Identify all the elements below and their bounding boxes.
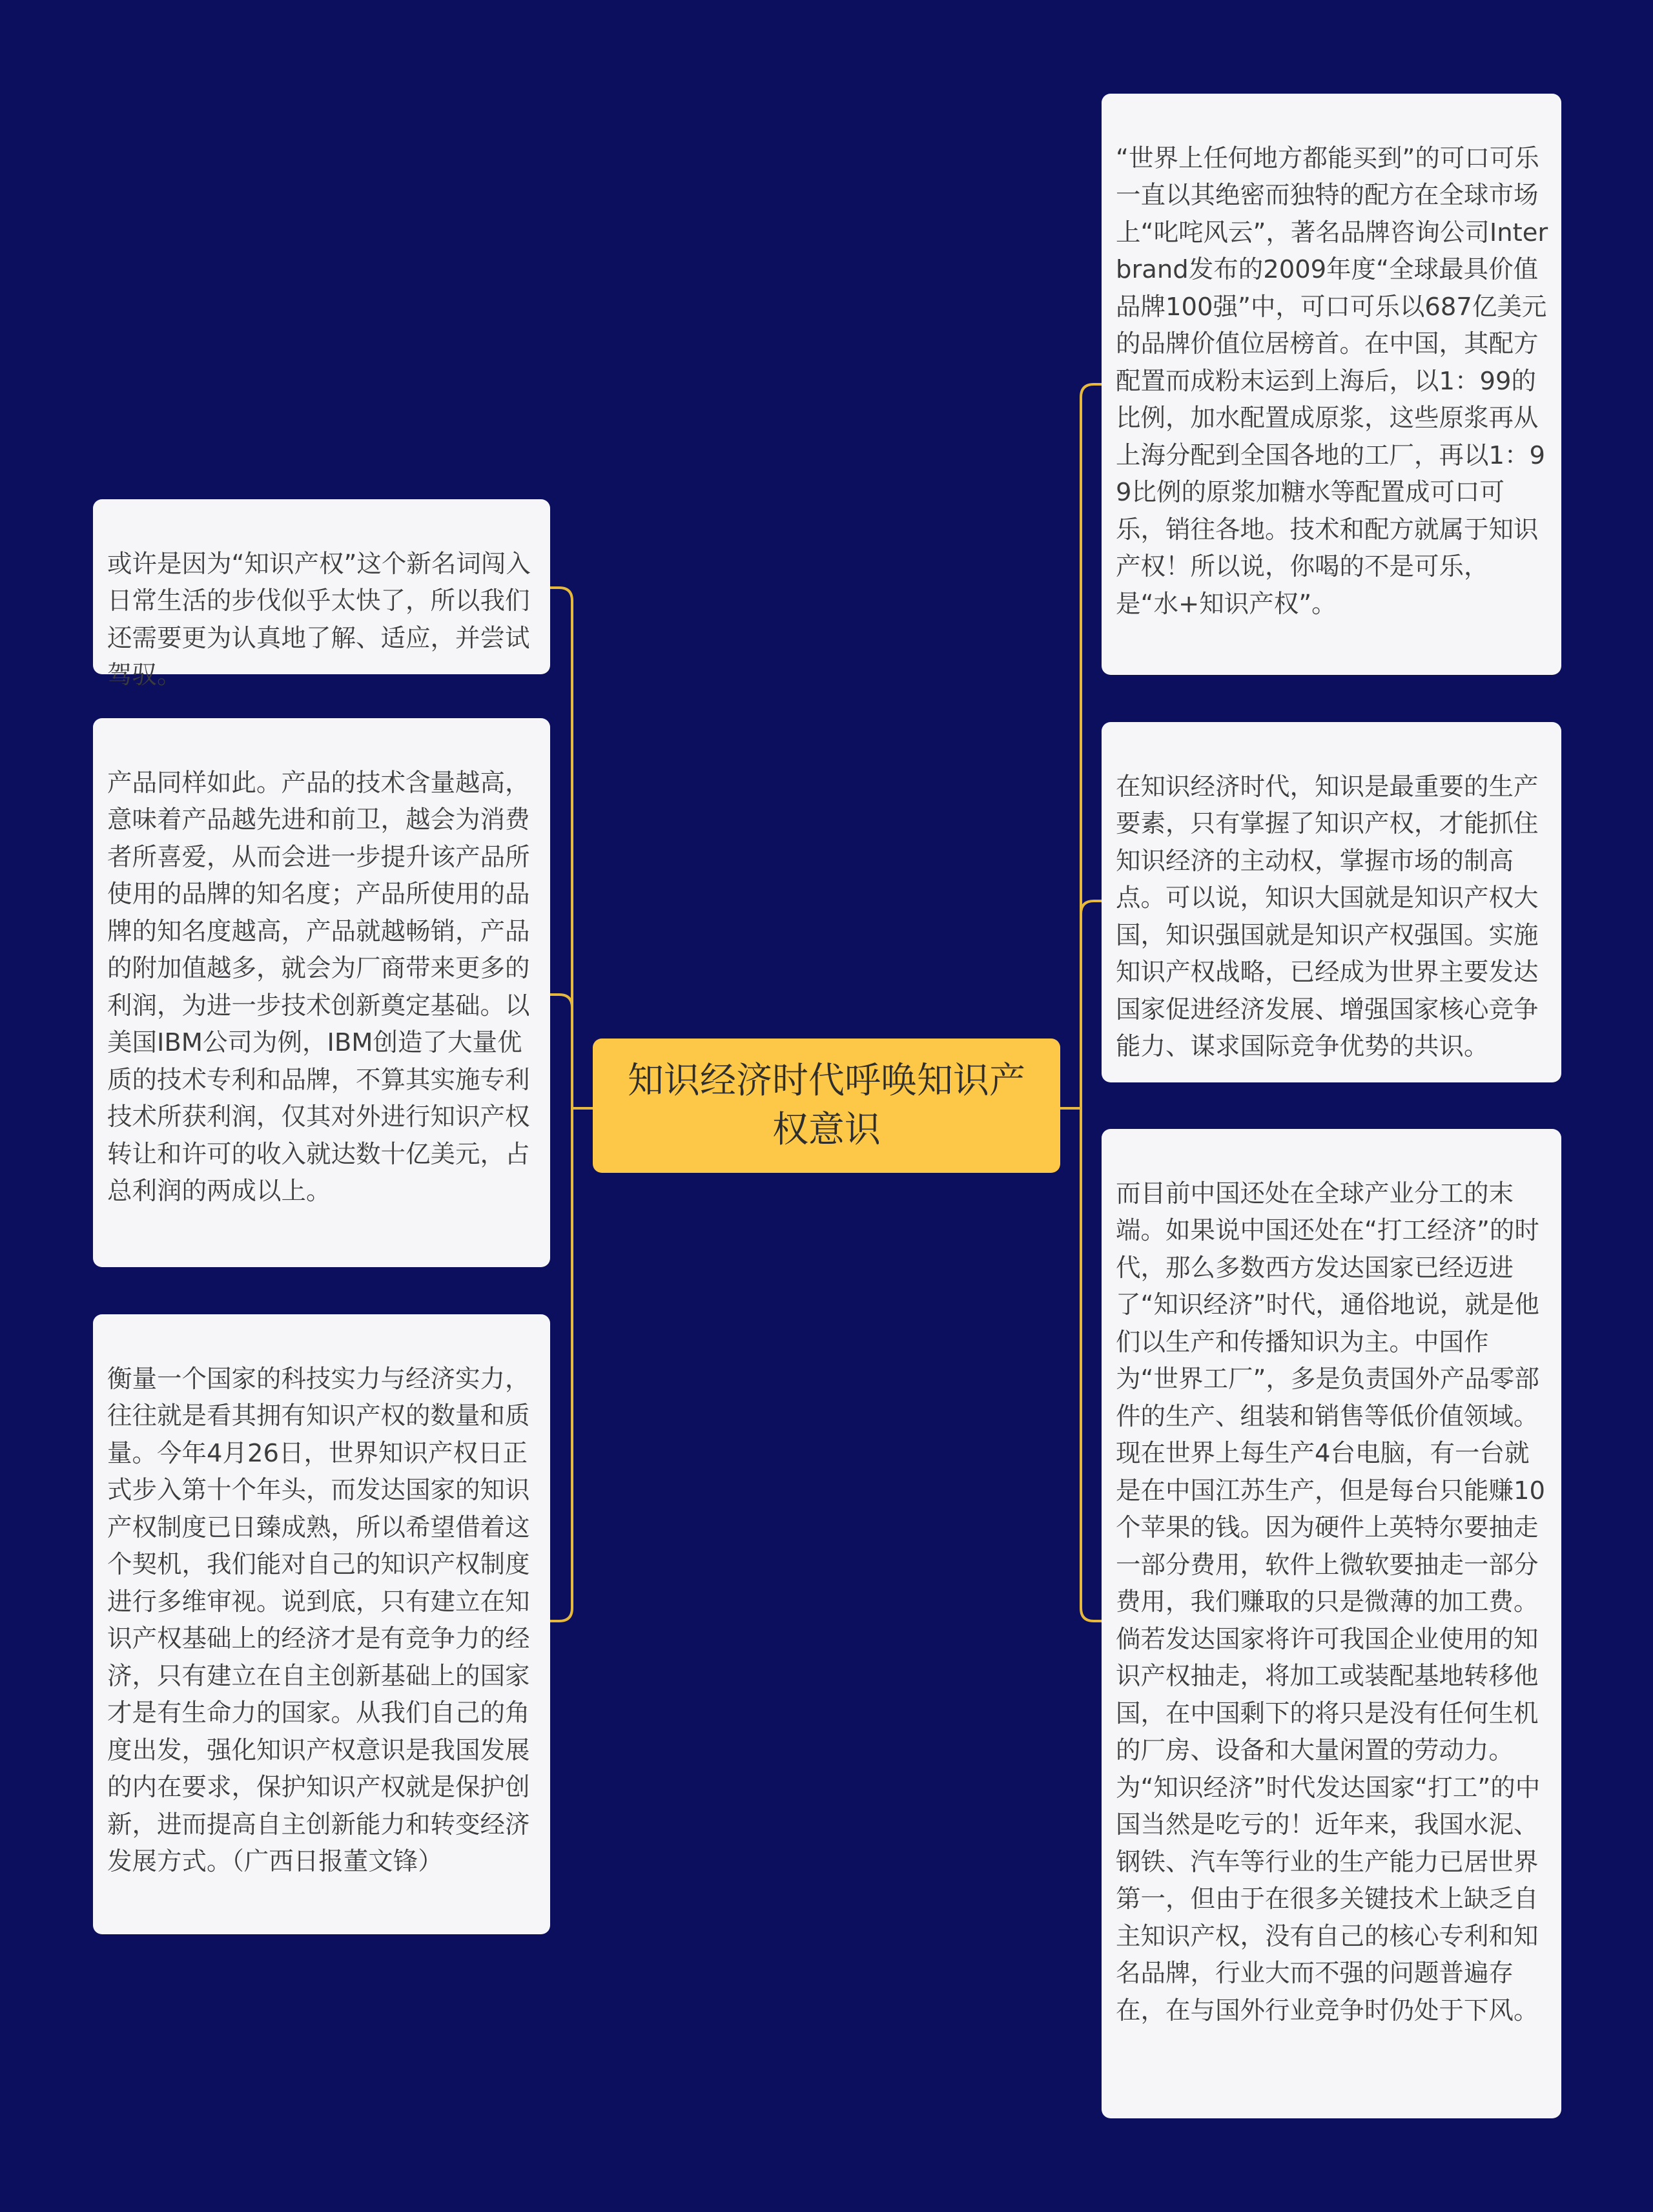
connector-right-3 bbox=[1081, 1108, 1102, 1621]
topic-text: 或许是因为“知识产权”这个新名词闯入日常生活的步伐似乎太快了，所以我们还需要更为认真地了解、适应，并尝试驾驭。 bbox=[107, 549, 531, 690]
topic-node-right-1[interactable] bbox=[1102, 94, 1561, 675]
connector-left-2 bbox=[550, 995, 572, 1108]
connector-left-3 bbox=[550, 1108, 572, 1621]
topic-text: 产品同样如此。产品的技术含量越高，意味着产品越先进和前卫，越会为消费者所喜爱，从而会进一步提升该产品所使用的品牌的知名度；产品所使用的品牌的知名度越高，产品就越畅销，产品的附加值越多，就会为厂商带来更多的利润，为进一步技术创新奠定基础。以美国IBM公司为例，IBM创造了大量优质的技术专利和品牌，不算其实施专利技术所获利润，仅其对外进行知识产权转让和许可的收入就达数十亿美元，占总利润的两成以上。 bbox=[107, 768, 530, 1206]
connector-right-2 bbox=[1081, 901, 1102, 1108]
topic-text: 衡量一个国家的科技实力与经济实力，往往就是看其拥有知识产权的数量和质量。今年4月26日，世界知识产权日正式步入第十个年头，而发达国家的知识产权制度已日臻成熟，所以希望借着这个契机，我们能对自己的知识产权制度进行多维审视。说到底，只有建立在知识产权基础上的经济才是有竞争力的经济，只有建立在自主创新基础上的国家才是有生命力的国家。从我们自己的角度出发，强化知识产权意识是我国发展的内在要求，保护知识产权就是保护创新，进而提高自主创新能力和转变经济发展方式。（广西日报董文锋） bbox=[107, 1364, 530, 1876]
topic-node-left-3[interactable] bbox=[93, 1314, 550, 1934]
topic-text: 在知识经济时代，知识是最重要的生产要素，只有掌握了知识产权，才能抓住知识经济的主动权，掌握市场的制高点。可以说，知识大国就是知识产权大国，知识强国就是知识产权强国。实施知识产权战略，已经成为世界主要发达国家促进经济发展、增强国家核心竞争能力、谋求国际竞争优势的共识。 bbox=[1116, 772, 1539, 1061]
topic-node-right-3[interactable] bbox=[1102, 1129, 1561, 2118]
topic-text: 而目前中国还处在全球产业分工的末端。如果说中国还处在“打工经济”的时代，那么多数西方发达国家已经迈进了“知识经济”时代，通俗地说，就是他们以生产和传播知识为主。中国作为“世界工厂”，多是负责国外产品零部件的生产、组装和销售等低价值领域。现在世界上每生产4台电脑，有一台就是在中国江苏生产，但是每台只能赚10个苹果的钱。因为硬件上英特尔要抽走一部分费用，软件上微软要抽走一部分费用，我们赚取的只是微薄的加工费。倘若发达国家将许可我国企业使用的知识产权抽走，将加工或装配基地转移他国，在中国剩下的将只是没有任何生机的厂房、设备和大量闲置的劳动力。为“知识经济”时代发达国家“打工”的中国当然是吃亏的！近年来，我国水泥、钢铁、汽车等行业的生产能力已居世界第一，但由于在很多关键技术上缺乏自主知识产权，没有自己的核心专利和知名品牌，行业大而不强的问题普遍存在，在与国外行业竞争时仍处于下风。 bbox=[1116, 1179, 1545, 2025]
topic-node-left-1[interactable] bbox=[93, 499, 550, 690]
topic-node-right-2[interactable] bbox=[1102, 722, 1561, 1082]
central-topic-node[interactable] bbox=[593, 1039, 1060, 1173]
central-topic-title: 知识经济时代呼唤知识产权意识 bbox=[628, 1060, 1025, 1151]
topic-text: “世界上任何地方都能买到”的可口可乐一直以其绝密而独特的配方在全球市场上“叱咤风云”，著名品牌咨询公司Interbrand发布的2009年度“全球最具价值品牌100强”中，可口可乐以687亿美元的品牌价值位居榜首。在中国，其配方配置而成粉末运到上海后，以1：99的比例，加水配置成原浆，这些原浆再从上海分配到全国各地的工厂，再以1：99比例的原浆加糖水等配置成可口可乐，销往各地。技术和配方就属于知识产权！所以说，你喝的不是可乐，是“水+知识产权”。 bbox=[1116, 143, 1548, 619]
topic-node-left-2[interactable] bbox=[93, 718, 550, 1267]
